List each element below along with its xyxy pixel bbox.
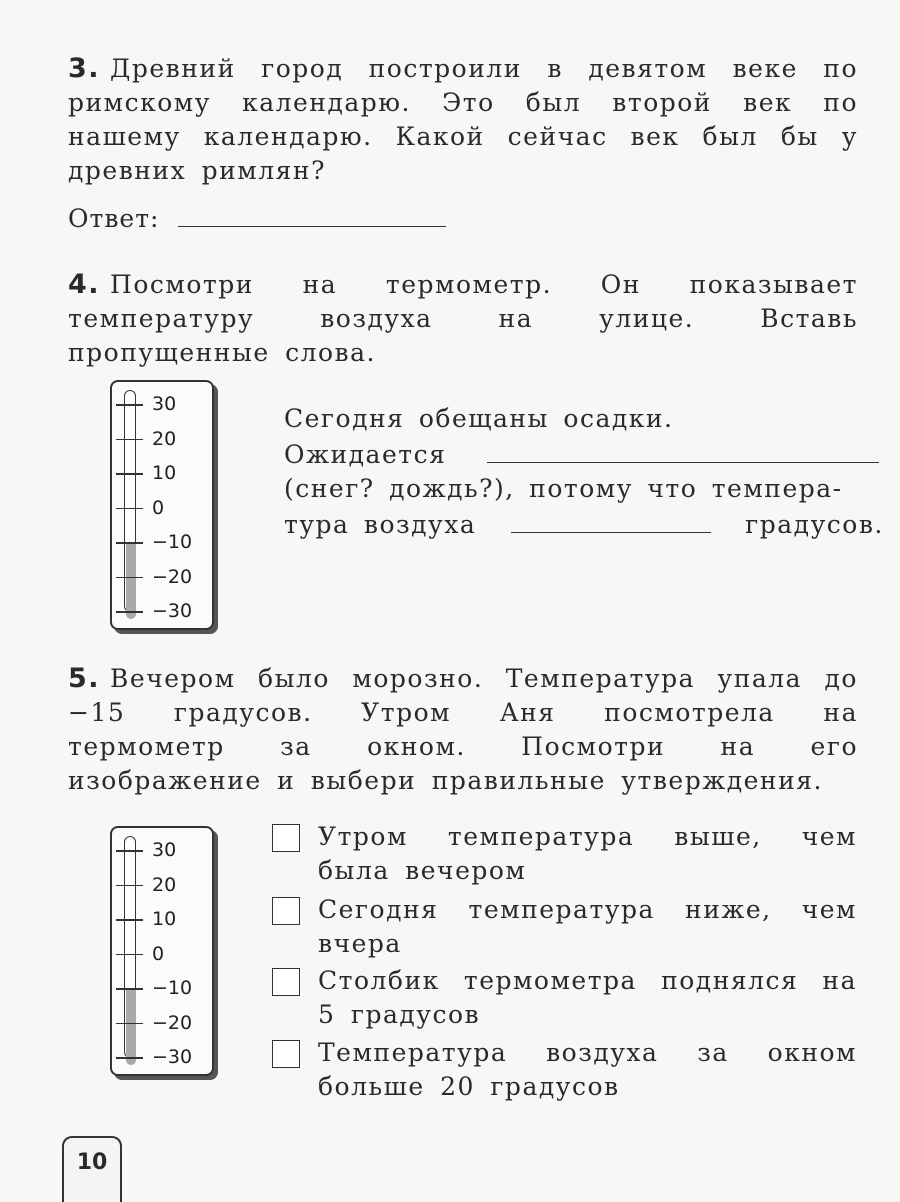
task-4-question: Посмотри на термометр. Он показывает температуру воздуха на улице. Вставь пропущенные слова.	[68, 270, 858, 367]
thermometer-tick	[116, 1057, 143, 1059]
thermometer-scale-label: 10	[152, 462, 177, 484]
task-3	[68, 52, 858, 188]
option-4[interactable]	[272, 1036, 857, 1104]
thermometer-tick	[116, 508, 143, 510]
thermometer-scale-label: −20	[152, 1011, 193, 1034]
fill-line-2	[284, 436, 859, 472]
thermometer-fill	[126, 988, 136, 1065]
fill-line-2-label: Ожидается	[284, 440, 447, 469]
fill-line-4-unit: градусов.	[745, 510, 884, 539]
thermometer-scale-label: 0	[152, 942, 165, 965]
task-4-fill-in	[284, 402, 884, 542]
task-5	[68, 662, 858, 798]
fill-line-3: (снег? дождь?), потому что темпера-	[284, 474, 843, 503]
thermometer-scale-label: −10	[152, 977, 193, 999]
option-4-label: Температура воздуха за окном больше 20 градусов	[318, 1038, 857, 1101]
option-3[interactable]	[272, 964, 857, 1032]
task-3-question: Древний город построили в девятом веке по римскому календарю. Это был второй век по нашему календарю. Какой сейчас век был бы у древних римлян?	[68, 54, 858, 185]
thermometer-scale-label: 30	[152, 839, 177, 861]
task-5-number: 5.	[68, 663, 101, 694]
thermometer-task-5	[110, 826, 214, 1076]
task-3-text	[68, 52, 858, 188]
thermometer-fill	[126, 542, 136, 619]
thermometer-scale-label: 0	[152, 496, 165, 519]
fill-line-4	[284, 506, 884, 542]
thermometer-tick	[116, 1023, 143, 1025]
fill-line-4-label: тура воздуха	[284, 510, 477, 539]
thermometer-tick	[116, 850, 143, 852]
thermometer-tick	[116, 439, 143, 441]
task-3-number: 3.	[68, 53, 101, 84]
thermometer-scale-label: 20	[152, 427, 177, 450]
thermometer-scale-label: −20	[152, 565, 193, 588]
precipitation-blank[interactable]	[487, 436, 879, 463]
thermometer-tick	[116, 988, 143, 990]
task-3-answer-field[interactable]	[178, 200, 446, 227]
task-3-answer-row	[68, 200, 446, 233]
option-2-checkbox[interactable]	[272, 897, 300, 925]
answer-label: Ответ:	[68, 204, 160, 233]
thermometer-tick	[116, 885, 143, 887]
option-3-checkbox[interactable]	[272, 968, 300, 996]
thermometer-tick	[116, 542, 143, 544]
page-number-tab	[62, 1136, 122, 1202]
option-4-checkbox[interactable]	[272, 1040, 300, 1068]
option-1-checkbox[interactable]	[272, 824, 300, 852]
option-2[interactable]	[272, 893, 857, 961]
task-5-text	[68, 662, 858, 798]
thermometer-tick	[116, 404, 143, 406]
thermometer-tick	[116, 473, 143, 475]
thermometer-tick	[116, 954, 143, 956]
option-1[interactable]	[272, 820, 857, 888]
thermometer-scale-label: −30	[152, 600, 193, 622]
thermometer-task-4	[110, 380, 214, 630]
task-5-question: Вечером было морозно. Температура упала до −15 градусов. Утром Аня посмотрела на термометр за окном. Посмотри на его изображение и выбери правильные утверждения.	[68, 664, 858, 795]
option-1-label: Утром температура выше, чем была вечером	[318, 822, 857, 885]
task-4	[68, 268, 858, 370]
temperature-blank[interactable]	[511, 506, 711, 533]
option-2-label: Сегодня температура ниже, чем вчера	[318, 895, 857, 958]
thermometer-scale-label: −30	[152, 1046, 193, 1068]
thermometer-tick	[116, 577, 143, 579]
thermometer-scale-label: 20	[152, 873, 177, 896]
page-number: 10	[76, 1150, 108, 1175]
task-4-text	[68, 268, 858, 370]
task-4-number: 4.	[68, 269, 101, 300]
fill-line-1: Сегодня обещаны осадки.	[284, 404, 674, 433]
thermometer-scale-label: 30	[152, 393, 177, 415]
thermometer-tick	[116, 611, 143, 613]
thermometer-scale-label: −10	[152, 531, 193, 553]
option-3-label: Столбик термометра поднялся на 5 градусов	[318, 966, 857, 1029]
thermometer-tick	[116, 919, 143, 921]
thermometer-scale-label: 10	[152, 908, 177, 930]
